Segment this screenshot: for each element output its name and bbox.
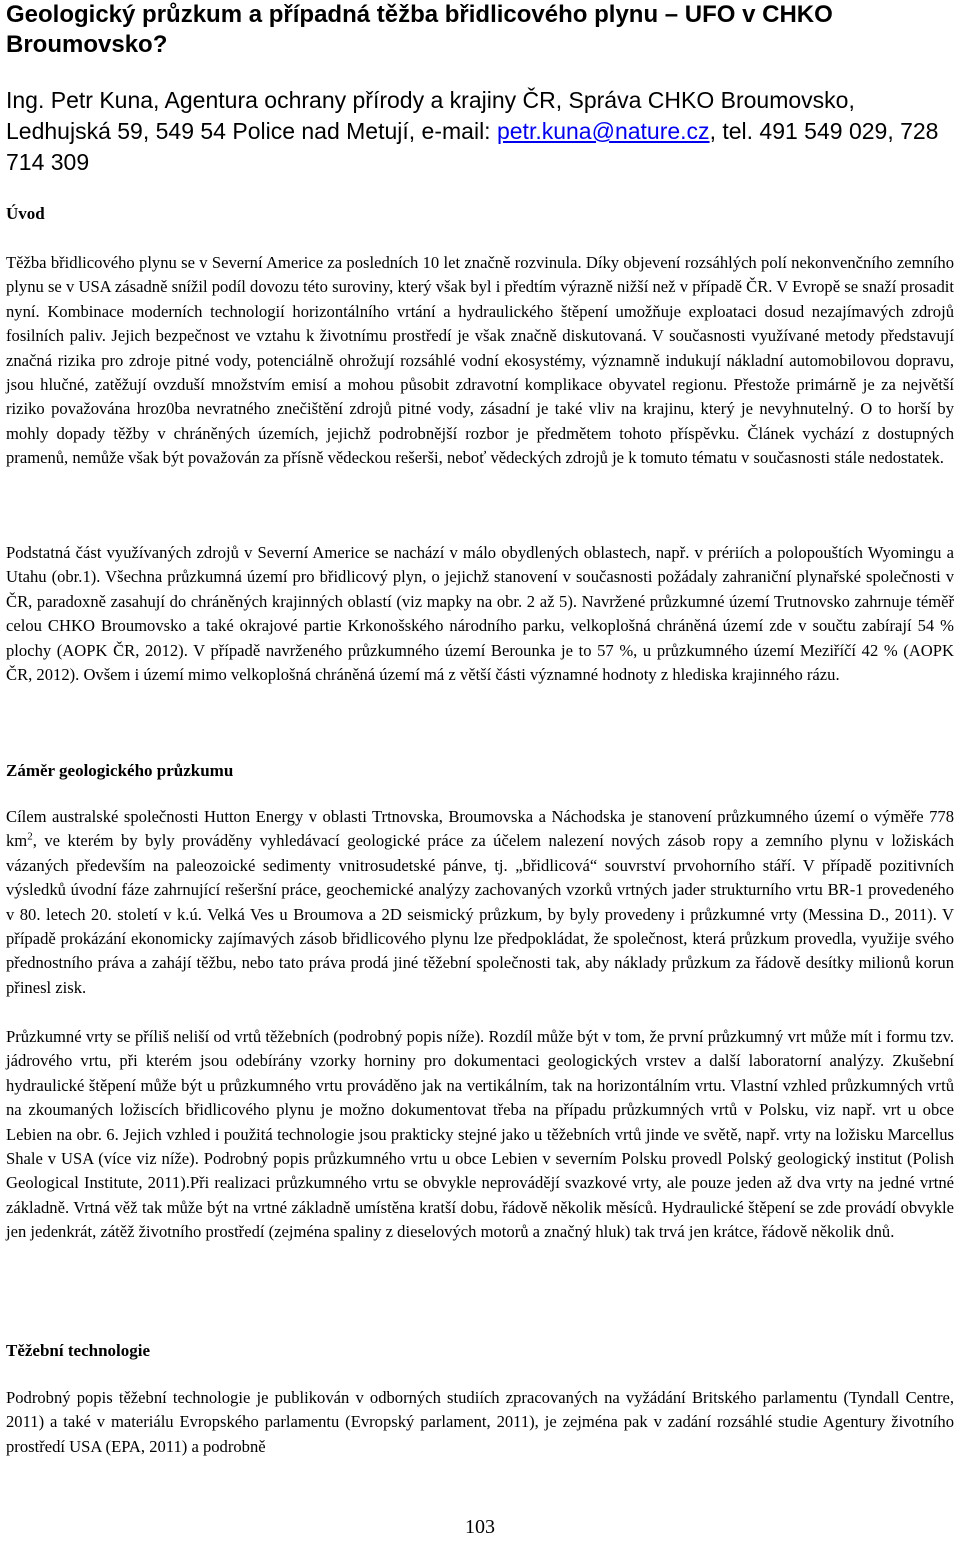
paragraph-intro-1: Těžba břidlicového plynu se v Severní Americe za posledních 10 let značně rozvinula. Díky objevení rozsáhlých polí nekonvenčního zemního plynu se v USA zásadně snížil podíl dovozu této suroviny, který však byl i předtím výrazně nižší než v případě ČR. V Evropě se snaží prosadit nyní. Kombinace moderních technologií horizontálního vrtání a hydraulického štěpení umožňuje exploataci dosud nezajímavých zdrojů fosilních paliv. Jejich bezpečnost ve vztahu k životnímu prostředí je však značně diskutovaná. V současnosti využívané metody představují značná rizika pro zdroje pitné vody, potenciálně ohrožují rozsáhlé vodní ekosystémy, významně indukují nákladní automobilovou dopravu, jsou hlučné, zatěžují ovzduší množstvím emisí a mohou působit zdravotní komplikace obyvatel regionu. Přestože primárně je za největší riziko považována hroz0ba nevratného znečištění zdrojů pitné vody, zásadní je také vliv na krajinu, který je nevyhnutelný. O to horší by mohly dopady těžby v chráněných územích, jejichž podrobnější rozbor je předmětem tohoto příspěvku. Článek vychází z dostupných pramenů, nemůže však být považován za přísně vědeckou rešerši, neboť vědeckých zdrojů je k tomuto tématu v současnosti stále nedostatek. — [6, 253, 954, 468]
author-details: Ing. Petr Kuna, Agentura ochrany přírody a krajiny ČR, Správa CHKO Broumovsko, Ledhujská 59, 549 54 Police nad Metují, e-mail: — [6, 87, 855, 144]
paragraph-aim-1-part-b: , ve kterém by byly prováděny vyhledávací geologické práce za účelem nalezení nových zásob ropy a zemního plynu v ložiskách vázaných především na paleozoické sedimenty vnitrosudetské pánve, tj. „břidlicová“ souvrství prvohorního stáří. V případě pozitivních výsledků úvodní fáze zahrnující rešeršní práce, geochemické analýzy zachovaných vzorků vrtných jader strukturního vrtu BR-1 provedeného v 80. letech 20. století v k.ú. Velká Ves u Broumova a 2D seismický průzkum, by byly provedeny i průzkumné vrty (Messina D., 2011). V případě prokázání ekonomicky zajímavých zásob břidlicového plynu lze předpokládat, že společnost, která průzkum provedla, využije svého přednostního práva a zahájí těžbu, nebo tato práva prodá jiné těžební společnosti tak, aby náklady průzkum za řádově desítky milionů korun přinesl zisk. — [6, 831, 954, 997]
paragraph-tech-1: Podrobný popis těžební technologie je publikován v odborných studiích zpracovaných na vyžádání Britského parlamentu (Tyndall Centre, 2011) a také v materiálu Evropského parlamentu (Evropský parlament, 2011), je zejména pak v zadání rozsáhlé studie Agentury životního prostředí USA (EPA, 2011) a podrobně — [6, 1388, 954, 1456]
page-title: Geologický průzkum a případná těžba břidlicového plynu – UFO v CHKO Broumovsko? — [6, 1, 833, 58]
section-heading-aim: Záměr geologického průzkumu — [6, 761, 234, 780]
section-heading-tech: Těžební technologie — [6, 1341, 151, 1360]
section-heading-intro: Úvod — [6, 204, 45, 223]
superscript-2: 2 — [27, 830, 33, 843]
paragraph-aim-2: Průzkumné vrty se příliš neliší od vrtů těžebních (podrobný popis níže). Rozdíl může být v tom, že první průzkumný vrt může mít i formu tzv. jádrového vrtu, při kterém jsou odebírány vzorky horniny pro dokumentaci geologických vrstev a další laboratorní analýzy. Zkušební hydraulické štěpení může být u průzkumného vrtu prováděno jak na vertikálním, tak na horizontálním vrtu. Vlastní vzhled průzkumných vrtů na zkoumaných ložiscích břidlicového plynu je možno dokumentovat třeba na případu průzkumných vrtů v Polsku, viz např. vrt u obce Lebien na obr. 6. Jejich vzhled i použitá technologie jsou prakticky stejné jako u těžebních vrtů jinde ve světě, např. vrty na ložisku Marcellus Shale v USA (více viz níže). Podrobný popis průzkumného vrtu u obce Lebien v severním Polsku provedl Polský geologický institut (Polish Geological Institute, 2011).Při realizaci průzkumného vrtu se obvykle neprovádějí svazkové vrty, ale pouze jeden až dva vrty na jedné vrtné základně. Vrtná věž tak může být na vrtné základně umístěna kratší dobu, řádově několik měsíců. Hydraulické štěpení se zde provádí obvykle jen jedenkrát, zátěž životního prostředí (zejména spaliny z dieselových motorů a značný hluk) tak trvá jen krátce, řádově několik dnů. — [6, 1027, 954, 1242]
author-phone: , tel. 491 549 029, 728 714 309 — [6, 118, 939, 175]
page-number: 103 — [465, 1516, 495, 1538]
email-link[interactable]: petr.kuna@nature.cz — [496, 118, 710, 144]
paragraph-aim-1-part-a: Cílem australské společnosti Hutton Energy v oblasti Trtnovska, Broumovska a Náchodska je stanovení průzkumného území o výměře 778 km — [6, 807, 954, 851]
paragraph-aim-1 — [6, 805, 954, 1000]
author-info — [6, 85, 954, 178]
paragraph-intro-2: Podstatná část využívaných zdrojů v Severní Americe se nachází v málo obydlených oblastech, např. v prériích a polopouštích Wyomingu a Utahu (obr.1). Všechna průzkumná území pro břidlicový plyn, o jejichž stanovení v současnosti požádaly zahraniční plynařské společnosti v ČR, paradoxně zasahují do chráněných krajinných oblastí (viz mapky na obr. 2 až 5). Navržené průzkumné území Trutnovsko zahrnuje téměř celou CHKO Broumovsko a také okrajové partie Krkonošského národního parku, velkoplošná chráněná území zde v součtu zabírají 54 % plochy (AOPK ČR, 2012). V případě navrženého průzkumného území Berounka je to 57 %, u průzkumného území Meziříčí 42 % (AOPK ČR, 2012). Ovšem i území mimo velkoplošná chráněná území má z větší části významné hodnoty z hlediska krajinného rázu. — [6, 543, 954, 685]
